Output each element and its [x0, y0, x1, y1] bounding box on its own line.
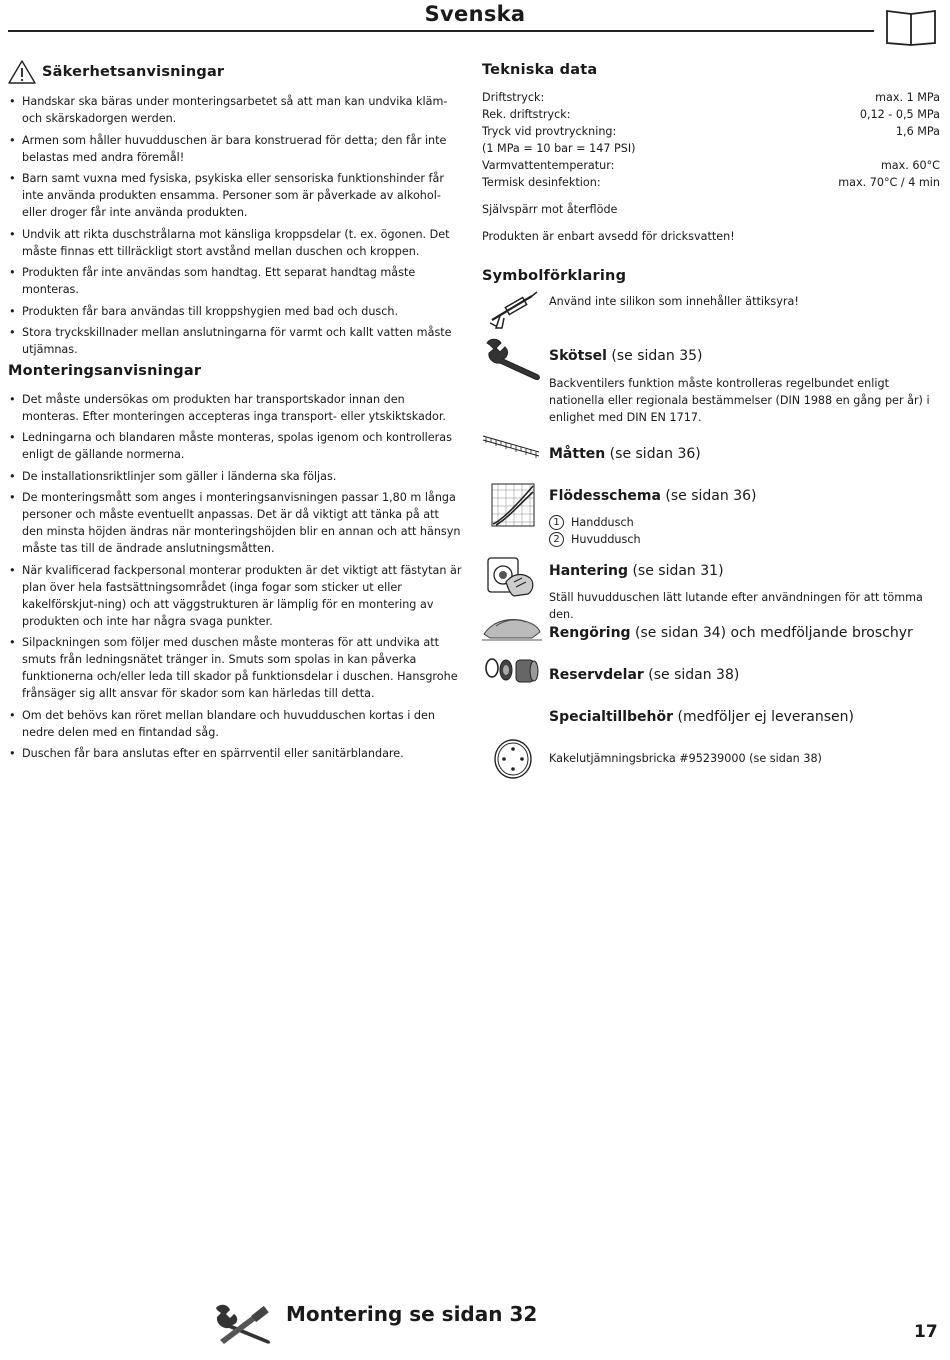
- symbols-title: Symbolförklaring: [482, 268, 627, 284]
- tech-value: max. 60°C: [880, 159, 940, 172]
- number-badge: 2: [549, 532, 564, 547]
- list-item: • Ledningarna och blandaren måste monteras, spolas igenom och kontrolleras enligt de gällande normerna.: [8, 429, 463, 463]
- special-title-ref: (medföljer ej leveransen): [673, 709, 854, 725]
- tech-value: max. 1 MPa: [875, 91, 940, 104]
- list-item: • Armen som håller huvudduschen är bara konstruerad för detta; den får inte belastas med andra föremål!: [8, 132, 463, 166]
- flow-item-hand: [549, 514, 634, 531]
- safety-title: Säkerhetsanvisningar: [42, 64, 225, 80]
- tech-label: Rek. driftstryck:: [482, 108, 571, 121]
- list-item: • Duschen får bara anslutas efter en spärrventil eller sanitärblandare.: [8, 745, 463, 762]
- tech-label: Tryck vid provtryckning:: [482, 125, 617, 138]
- left-column: [8, 60, 463, 767]
- right-column: [482, 62, 940, 844]
- list-item: • Handskar ska bäras under monteringsarbetet så att man kan undvika kläm- och skärskadorgen werden.: [8, 93, 463, 127]
- list-item: • Silpackningen som följer med duschen måste monteras för att undvika att smuts från ledningsnätet tränger in. Smuts som spolas in kan påverka funktionerna och/eller leda till skador på funktionsdelar i duschen. Hansgrohe frånsäger sig allt ansvar för skador som kan härledas till detta.: [8, 634, 463, 702]
- handling-text: Ställ huvudduschen lätt lutande efter användningen för att tömma den.: [549, 591, 923, 621]
- mounting-list: [8, 391, 463, 763]
- mounting-title: Monteringsanvisningar: [8, 362, 202, 379]
- safety-list: [8, 93, 463, 358]
- cleaning-cloth-icon: [482, 612, 542, 642]
- dims-title-bold: Måtten: [549, 446, 606, 462]
- list-item: • Barn samt vuxna med fysiska, psykiska eller sensoriska funktionshinder får inte använda produkten ensamma. Personer som är påverkade av alkohol- eller droger får inte använda produkten.: [8, 170, 463, 221]
- book-icon: [885, 8, 937, 46]
- list-item: • De installationsriktlinjer som gäller i länderna ska följas.: [8, 468, 463, 485]
- dims-title-ref: (se sidan 36): [605, 446, 701, 462]
- silicone-gun-icon: [488, 290, 538, 330]
- tech-row: [482, 174, 940, 191]
- tech-row: [482, 157, 940, 174]
- warning-icon: [8, 60, 36, 84]
- handling-title: [549, 561, 724, 581]
- flow-item-label: Huvuddusch: [571, 533, 641, 546]
- page-number: 17: [914, 1322, 938, 1342]
- hand-handling-icon: [484, 552, 536, 600]
- tech-label: Termisk desinfektion:: [482, 176, 601, 189]
- dims-title: [549, 444, 701, 464]
- tech-value: 1,6 MPa: [895, 125, 940, 138]
- list-item: • Produkten får inte användas som handtag. Ett separat handtag måste monteras.: [8, 264, 463, 298]
- spare-title-ref: (se sidan 38): [643, 667, 740, 683]
- symbols-area: [482, 284, 940, 844]
- list-item: • Om det behövs kan röret mellan blandare och huvudduschen kortas i den nedre delen med en fintandad såg.: [8, 707, 463, 741]
- ruler-icon: [482, 434, 540, 474]
- care-title: [549, 346, 703, 366]
- spare-title: [549, 665, 739, 685]
- tech-note: Självspärr mot återflöde: [482, 203, 618, 216]
- footer-title: Montering se sidan 32: [286, 1302, 538, 1326]
- silicone-warning: Använd inte silikon som innehåller ättiksyra!: [549, 295, 799, 308]
- handling-title-bold: Hantering: [549, 563, 629, 579]
- tech-row: [482, 140, 940, 157]
- cleaning-title-ref: (se sidan 34) och medföljande broschyr: [630, 625, 913, 641]
- tech-note: Produkten är enbart avsedd för dricksvatten!: [482, 230, 735, 243]
- flow-title-bold: Flödesschema: [549, 488, 661, 504]
- handling-title-ref: (se sidan 31): [628, 563, 724, 579]
- header-divider: [8, 30, 874, 32]
- tech-label: (1 MPa = 10 bar = 147 PSI): [482, 142, 636, 155]
- spare-parts-icon: [484, 654, 540, 688]
- tech-value: max. 70°C / 4 min: [838, 176, 940, 189]
- list-item: • Undvik att rikta duschstrålarna mot känsliga kroppsdelar (t. ex. ögonen. Det måste finnas ett tillräckligt stort avstånd mellan duschen och kroppen.: [8, 226, 463, 260]
- flow-item-label: Handdusch: [571, 516, 634, 529]
- special-title: [549, 707, 854, 727]
- tools-icon: [212, 1302, 274, 1344]
- tech-table: [482, 89, 940, 191]
- number-badge: 1: [549, 515, 564, 530]
- tech-row: [482, 89, 940, 106]
- tech-row: [482, 123, 940, 140]
- tech-label: Driftstryck:: [482, 91, 545, 104]
- special-title-bold: Specialtillbehör: [549, 709, 674, 725]
- tech-title: Tekniska data: [482, 62, 598, 78]
- spare-title-bold: Reservdelar: [549, 667, 644, 683]
- flow-item-head: [549, 531, 641, 548]
- safety-heading: [8, 60, 463, 84]
- list-item: • När kvalificerad fackpersonal monterar produkten är det viktigt att fästytan är plan över hela fastsättningsområdet (inga fogar som sticker ut eller kakelförskjut-ning) och att väggstrukturen är lämplig för en montering av produkten och inte har några svaga punkter.: [8, 562, 463, 630]
- tech-label: Varmvattentemperatur:: [482, 159, 615, 172]
- special-item: Kakelutjämningsbricka #95239000 (se sidan 38): [549, 752, 822, 765]
- flow-title-ref: (se sidan 36): [660, 488, 757, 504]
- care-text: Backventilers funktion måste kontrolleras regelbundet enligt nationella eller regionala bestämmelser (DIN 1988 en gång per år) i enlighet med DIN EN 1717.: [549, 377, 930, 424]
- list-item: • Produkten får bara användas till kroppshygien med bad och dusch.: [8, 303, 463, 320]
- cleaning-title-bold: Rengöring: [549, 625, 631, 641]
- page-title: Svenska: [424, 2, 526, 26]
- flow-chart-icon: [490, 482, 536, 528]
- cleaning-title: [549, 623, 913, 643]
- wrench-icon: [484, 337, 542, 381]
- list-item: • Stora tryckskillnader mellan anslutningarna för varmt och kallt vatten måste utjämnas.: [8, 324, 463, 358]
- care-title-bold: Skötsel: [549, 348, 607, 364]
- flow-title: [549, 486, 757, 506]
- list-item: • De monteringsmått som anges i monteringsanvisningen passar 1,80 m långa personer och måste eventuellt anpassas. Det är då viktigt att tänka på att den minsta höjden ändras när monteringshöjden blir en annan och att hänsyn måste tas till de ändrade anslutningsmåtten.: [8, 489, 463, 557]
- washer-icon: [492, 738, 534, 780]
- tech-row: [482, 106, 940, 123]
- tech-value: 0,12 - 0,5 MPa: [859, 108, 940, 121]
- list-item: • Det måste undersökas om produkten har transportskador innan den monteras. Efter monteringen accepteras inga transport- eller ytskiktskador.: [8, 391, 463, 425]
- care-title-ref: (se sidan 35): [606, 348, 703, 364]
